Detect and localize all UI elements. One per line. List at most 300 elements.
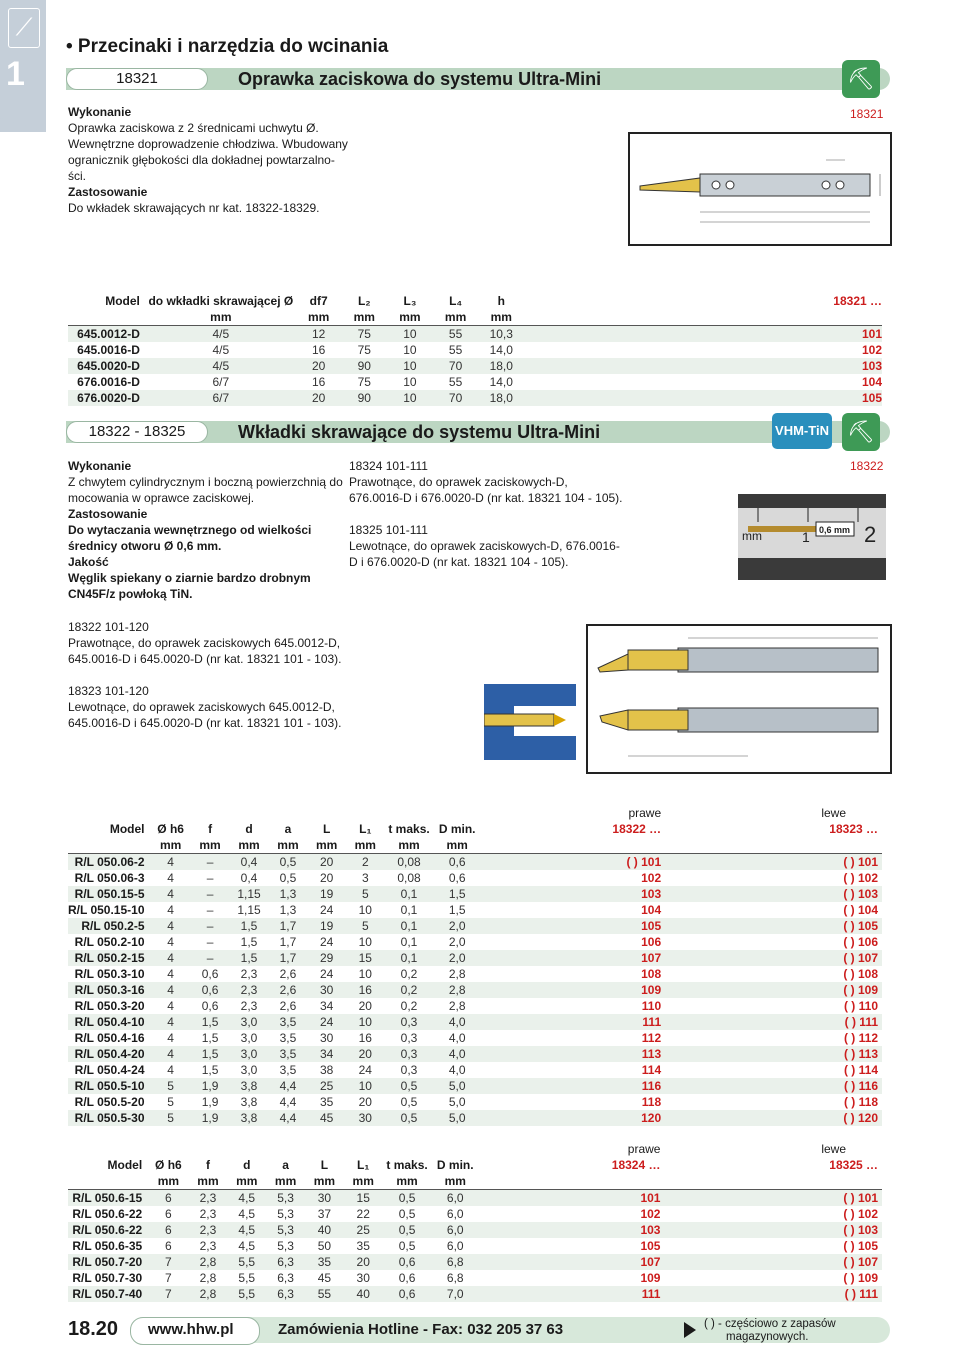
table-cell: 1,9 <box>201 1079 219 1093</box>
order-code-cell: 103 <box>641 887 662 901</box>
table-cell: 6,0 <box>446 1239 464 1253</box>
column-header: do wkładki skrawającej Ø <box>148 294 294 308</box>
holder-table <box>68 293 882 406</box>
section-code-pill: 18322 - 18325 <box>66 421 208 443</box>
spacer-cell <box>383 1141 432 1157</box>
table-cell: – <box>206 919 214 933</box>
table-cell: 2,8 <box>448 983 466 997</box>
model-cell: R/L 050.2-10 <box>74 935 145 949</box>
unit-cell: mm <box>446 838 468 852</box>
unit-cell: mm <box>210 310 232 324</box>
order-code-cell: ( ) 104 <box>843 903 878 917</box>
table-cell: 1,7 <box>279 919 297 933</box>
text-line: Zastosowanie <box>68 185 148 199</box>
table-cell: 4,5 <box>238 1239 256 1253</box>
column-header: Ø h6 <box>157 822 184 836</box>
table-cell: 14,0 <box>489 343 513 357</box>
spacer-cell <box>148 1141 188 1157</box>
table-cell: 0,5 <box>400 1095 418 1109</box>
table-cell: 2,6 <box>279 983 297 997</box>
chapter-number: 1 <box>6 55 25 93</box>
table-cell: 30 <box>305 1190 344 1207</box>
ruler-label-1: 1 <box>802 529 810 545</box>
model-cell: 676.0016-D <box>77 375 140 389</box>
order-code-cell: 102 <box>641 871 662 885</box>
text-line: Lewotnące, do oprawek zaciskowych 645.0012-D, <box>68 700 335 714</box>
text-line: mocowania w oprawce zaciskowej. <box>68 491 255 505</box>
column-header: 18323 … <box>829 822 878 836</box>
footnote-line1: ( ) - częściowo z zapasów <box>704 1318 836 1330</box>
unit-cell <box>479 1173 756 1190</box>
order-code-cell: ( ) 118 <box>843 1095 878 1109</box>
text-line: Lewotnące, do oprawek zaciskowych-D, 676.0016- <box>349 539 620 553</box>
table-row <box>68 1110 882 1126</box>
order-code-cell: 102 <box>640 1207 661 1221</box>
model-cell: R/L 050.15-5 <box>74 887 145 901</box>
table-cell: 3,8 <box>240 1079 258 1093</box>
table-cell: 10 <box>403 391 417 405</box>
table-cell: 30 <box>358 1111 372 1125</box>
table-cell: 6,8 <box>446 1271 464 1285</box>
spacer-cell <box>305 1141 344 1157</box>
column-header: L₄ <box>449 294 463 308</box>
table-cell: 3,5 <box>279 1031 297 1045</box>
table-cell: 75 <box>357 375 371 389</box>
table-cell: 4,5 <box>238 1223 256 1237</box>
text-line: 18324 101-111 <box>349 459 428 473</box>
table-cell: 2,3 <box>199 1239 217 1253</box>
table-cell: 2,3 <box>240 999 258 1013</box>
table-cell: 3,5 <box>279 1063 297 1077</box>
order-code-cell: ( ) 116 <box>843 1079 878 1093</box>
column-header: Model <box>107 1158 143 1172</box>
order-code-cell: ( ) 113 <box>843 1047 878 1061</box>
section-description <box>68 104 348 216</box>
order-code-cell: 101 <box>479 1190 756 1207</box>
text-line: Do wkładek skrawających nr kat. 18322-18329. <box>68 201 320 215</box>
table-cell: 2,3 <box>199 1207 217 1221</box>
table-cell: 0,5 <box>398 1239 416 1253</box>
order-code-cell: 118 <box>641 1095 662 1109</box>
table-cell: 55 <box>448 375 463 389</box>
table-cell: 22 <box>356 1207 370 1221</box>
ruler-photo-svg <box>738 494 886 580</box>
table-row <box>68 1222 882 1238</box>
order-code-cell: 105 <box>861 391 882 405</box>
model-cell: R/L 050.06-3 <box>74 871 145 885</box>
table-cell: 0,6 <box>398 1271 416 1285</box>
column-header: L <box>322 822 331 836</box>
table-cell: 2,6 <box>279 999 297 1013</box>
unit-cell: mm <box>197 1174 219 1188</box>
table-cell: 6,3 <box>277 1287 294 1301</box>
column-header: f <box>205 1158 210 1172</box>
table-row <box>68 934 882 950</box>
table-cell: 5,0 <box>448 1111 466 1125</box>
right-hand-label: prawe <box>628 806 662 820</box>
tool-category-icon: ⛏ <box>842 60 880 98</box>
table-cell: 0,6 <box>398 1287 416 1301</box>
table-cell: 4,4 <box>279 1079 297 1093</box>
text-line: 18323 101-120 <box>68 684 149 698</box>
spacer-cell <box>151 805 191 821</box>
unit-cell: mm <box>199 838 221 852</box>
table-cell: 0,3 <box>400 1047 418 1061</box>
table-cell: 3,0 <box>240 1047 258 1061</box>
table-cell: 1,5 <box>448 903 466 917</box>
model-cell: R/L 050.2-5 <box>81 919 145 933</box>
table-cell: 6,3 <box>277 1271 294 1285</box>
column-header: 18324 … <box>611 1158 661 1172</box>
column-header: d <box>245 822 253 836</box>
table-cell: 2 <box>346 854 385 871</box>
table-cell: 0,3 <box>400 1015 418 1029</box>
table-cell: 0,6 <box>201 983 219 997</box>
ruler-unit: mm <box>742 529 762 543</box>
spacer-cell <box>229 805 268 821</box>
table-cell: 75 <box>341 326 387 343</box>
order-code-cell: 107 <box>641 951 662 965</box>
model-cell: R/L 050.7-30 <box>72 1271 143 1285</box>
footnote-line2: magazynowych. <box>726 1331 809 1343</box>
insert-description <box>68 458 343 602</box>
table-cell: – <box>206 871 214 885</box>
table-cell: 34 <box>319 1047 334 1061</box>
table-row <box>68 918 882 934</box>
table-cell: 40 <box>317 1223 332 1237</box>
order-code-cell: ( ) 110 <box>843 999 878 1013</box>
table-cell: 20 <box>311 391 326 405</box>
table-cell: 0,3 <box>400 1031 418 1045</box>
table-cell: 6 <box>165 1239 172 1253</box>
table-cell: 10 <box>358 935 372 949</box>
table-cell: 25 <box>319 1079 334 1093</box>
model-cell: 676.0020-D <box>77 391 140 405</box>
table-cell: 4,5 <box>238 1207 256 1221</box>
table-cell: – <box>206 935 214 949</box>
unit-cell: mm <box>313 1174 336 1188</box>
table-cell: 0,08 <box>397 871 421 885</box>
table-cell: 55 <box>448 343 463 357</box>
boring-svg <box>484 684 576 760</box>
table-cell: 0,1 <box>400 887 418 901</box>
order-code-cell: ( ) 111 <box>844 1287 878 1301</box>
text-line: 18322 101-120 <box>68 620 149 634</box>
table-cell: 29 <box>319 951 334 965</box>
unit-cell: mm <box>236 1174 258 1188</box>
table-cell: 10 <box>387 326 433 343</box>
order-code-cell: 103 <box>861 359 882 373</box>
hotline-text: Zamówienia Hotline - Fax: 032 205 37 63 <box>278 1321 564 1338</box>
table-cell: 0,2 <box>400 983 418 997</box>
table-cell: 35 <box>356 1239 370 1253</box>
spacer-cell <box>433 805 480 821</box>
model-cell: R/L 050.5-10 <box>74 1079 145 1093</box>
unit-cell <box>68 309 146 326</box>
table-cell: 2,0 <box>448 951 466 965</box>
model-cell: R/L 050.06-2 <box>68 854 151 871</box>
model-cell: R/L 050.3-20 <box>74 999 145 1013</box>
table-cell: 5 <box>167 1111 174 1125</box>
table-cell: 6,0 <box>446 1207 464 1221</box>
column-header: f <box>208 822 213 836</box>
units-row <box>68 309 882 326</box>
column-header: d <box>243 1158 251 1172</box>
table-cell: 4,4 <box>279 1111 297 1125</box>
text-line: Wykonanie <box>68 459 132 473</box>
model-cell: R/L 050.4-16 <box>74 1031 145 1045</box>
table-cell: 19 <box>319 919 334 933</box>
table-cell: 0,5 <box>398 1207 416 1221</box>
table-row <box>68 342 882 358</box>
model-cell: R/L 050.4-20 <box>74 1047 145 1061</box>
order-code-cell: 103 <box>640 1223 661 1237</box>
insert-photo <box>738 494 886 580</box>
section-ref-code: 18321 <box>850 107 884 121</box>
table-cell: 5 <box>167 1079 174 1093</box>
table-cell: 18,0 <box>489 359 513 373</box>
table-cell: 0,5 <box>269 854 308 871</box>
order-code-cell: 101 <box>524 326 882 343</box>
column-header: t maks. <box>388 822 430 836</box>
table-cell: 2,8 <box>448 999 466 1013</box>
order-code-cell: 109 <box>640 1271 661 1285</box>
order-code-cell: ( ) 120 <box>843 1111 878 1125</box>
table-cell: 1,15 <box>237 887 261 901</box>
table-row <box>68 966 882 982</box>
unit-cell <box>481 837 757 854</box>
table-cell: 19 <box>319 887 334 901</box>
unit-cell: mm <box>315 838 338 852</box>
text-line: Wewnętrzne doprowadzenie chłodziwa. Wbudowany <box>68 137 348 151</box>
table-cell: 4,0 <box>448 1031 466 1045</box>
table-cell: 1,15 <box>237 903 261 917</box>
table-row <box>68 998 882 1014</box>
table-cell: 25 <box>356 1223 370 1237</box>
units-row <box>68 837 882 854</box>
side-label-row <box>68 1141 882 1157</box>
table-cell: 4/5 <box>212 359 230 373</box>
unit-cell <box>524 309 882 326</box>
table-cell: 3,0 <box>240 1015 258 1029</box>
section-ref-code: 18322 <box>850 459 884 473</box>
model-cell: 645.0012-D <box>68 326 146 343</box>
table-cell: 16 <box>311 375 326 389</box>
table-cell: 50 <box>317 1239 332 1253</box>
table-cell: 38 <box>319 1063 334 1077</box>
order-code-cell: ( ) 114 <box>843 1063 878 1077</box>
table-cell: 20 <box>358 1095 372 1109</box>
spacer-cell <box>269 805 308 821</box>
table-cell: 16 <box>358 983 372 997</box>
units-row <box>68 1173 882 1190</box>
order-code-cell: ( ) 108 <box>843 967 878 981</box>
text-line: Jakość <box>68 555 109 569</box>
table-cell: 1,5 <box>240 919 258 933</box>
table-cell: 10 <box>358 903 372 917</box>
spacer-cell <box>191 805 230 821</box>
table-cell: 4 <box>167 1063 174 1077</box>
order-code-cell: ( ) 111 <box>844 1015 878 1029</box>
column-header: Ø h6 <box>155 1158 182 1172</box>
order-code-cell: 109 <box>641 983 662 997</box>
unit-cell: mm <box>277 838 299 852</box>
order-code-cell: ( ) 112 <box>843 1031 878 1045</box>
table-cell: 1,7 <box>279 935 297 949</box>
table-row <box>68 950 882 966</box>
table-cell: 20 <box>319 871 334 885</box>
spacer-cell <box>227 1141 266 1157</box>
table-cell: 1,5 <box>201 1031 219 1045</box>
table-cell: 5,3 <box>277 1223 294 1237</box>
table-cell: 16 <box>358 1031 372 1045</box>
table-cell: 4 <box>167 903 174 917</box>
order-code-cell: 108 <box>641 967 662 981</box>
table-cell: 10 <box>358 967 372 981</box>
insert-right-hand-info <box>68 619 388 667</box>
column-header: df7 <box>309 294 328 308</box>
table-cell: 10 <box>358 1079 372 1093</box>
website-link[interactable]: www.hhw.pl <box>148 1321 234 1338</box>
table-cell: 70 <box>448 391 463 405</box>
table-cell: 10 <box>358 1015 372 1029</box>
table-cell: 2,3 <box>199 1223 217 1237</box>
coating-badge: VHM-TiN <box>772 413 832 449</box>
table-cell: 15 <box>358 951 372 965</box>
table-cell: 1,5 <box>240 951 258 965</box>
text-line <box>349 506 639 522</box>
table-row <box>68 326 882 343</box>
table-row <box>68 1046 882 1062</box>
text-line: Do wytaczania wewnętrznego od wielkości <box>68 523 312 537</box>
table-cell: 0,2 <box>400 967 418 981</box>
table-cell: 0,6 <box>201 999 219 1013</box>
model-cell: R/L 050.4-24 <box>74 1063 145 1077</box>
table-cell: 3,8 <box>240 1095 258 1109</box>
table-cell: 1,5 <box>201 1047 219 1061</box>
order-code-cell: ( ) 101 <box>481 854 757 871</box>
model-cell: R/L 050.2-15 <box>74 951 145 965</box>
column-header: 18322 … <box>612 822 662 836</box>
table-cell: – <box>206 903 214 917</box>
column-header: Model <box>109 822 145 836</box>
spacer-cell <box>266 1141 305 1157</box>
table-cell: 30 <box>319 1031 334 1045</box>
table-row <box>68 1014 882 1030</box>
table-cell: 2,8 <box>199 1255 217 1269</box>
table-cell: 4,0 <box>448 1015 466 1029</box>
model-cell: R/L 050.5-30 <box>74 1111 145 1125</box>
table-cell: 4 <box>167 1031 174 1045</box>
table-cell: 75 <box>357 343 371 357</box>
table-cell: 1,5 <box>448 887 466 901</box>
column-header: D min. <box>436 1158 474 1172</box>
side-label-row <box>68 805 882 821</box>
page-heading: • Przecinaki i narzędzia do wcinania <box>66 36 389 57</box>
table-cell: 70 <box>448 359 463 373</box>
table-row <box>68 374 882 390</box>
insert-technical-drawing <box>586 624 892 774</box>
table-row <box>68 902 882 918</box>
table-row <box>68 1206 882 1222</box>
table-cell: 5,3 <box>266 1190 305 1207</box>
order-code-cell: ( ) 105 <box>843 919 878 933</box>
order-code-cell: 111 <box>641 1287 661 1301</box>
insert-table-a <box>68 805 882 1126</box>
model-cell: R/L 050.6-15 <box>68 1190 148 1207</box>
table-cell: 2,3 <box>240 983 258 997</box>
tool-category-icon: ⛏ <box>842 413 880 451</box>
table-cell: 5,5 <box>238 1271 256 1285</box>
text-line: Z chwytem cylindrycznym i boczną powierzchnią do <box>68 475 343 489</box>
text-line: 18325 101-111 <box>349 523 428 537</box>
table-cell: 6/7 <box>212 375 230 389</box>
spacer-cell <box>189 1141 228 1157</box>
table-cell: 5 <box>361 919 369 933</box>
table-cell: 6 <box>165 1207 172 1221</box>
unit-cell: mm <box>159 838 182 852</box>
text-line: 676.0016-D i 676.0020-D (nr kat. 18321 104 - 105). <box>349 491 623 505</box>
table-cell: 5,5 <box>238 1287 256 1301</box>
spacer-cell <box>432 1141 480 1157</box>
unit-cell: mm <box>399 310 421 324</box>
table-cell: 0,6 <box>433 854 480 871</box>
table-cell: 4 <box>167 1047 174 1061</box>
table-cell: 20 <box>356 1255 370 1269</box>
table-cell: 4 <box>151 854 191 871</box>
table-header-row <box>68 293 882 309</box>
order-code-cell: 105 <box>640 1239 661 1253</box>
order-code-cell: 110 <box>641 999 662 1013</box>
play-arrow-icon <box>684 1322 696 1338</box>
table-row <box>68 870 882 886</box>
table-row <box>68 1062 882 1078</box>
text-line: 645.0016-D i 645.0020-D (nr kat. 18321 101 - 103). <box>68 652 342 666</box>
order-code-cell: 113 <box>641 1047 662 1061</box>
table-cell: 10 <box>403 375 417 389</box>
table-cell: 24 <box>319 967 334 981</box>
model-cell: R/L 050.7-40 <box>72 1287 143 1301</box>
table-row <box>68 886 882 902</box>
boring-illustration <box>484 684 576 760</box>
table-row <box>68 1254 882 1270</box>
unit-cell: mm <box>352 1174 374 1188</box>
spacer-cell <box>307 805 346 821</box>
table-cell: 2,8 <box>199 1287 217 1301</box>
table-cell: 45 <box>317 1271 332 1285</box>
column-header: Model <box>105 294 140 308</box>
table-cell: 6,8 <box>446 1255 464 1269</box>
unit-cell: mm <box>274 1174 297 1188</box>
order-code-cell: 111 <box>642 1015 662 1029</box>
table-cell: 16 <box>311 343 326 357</box>
insert-table-b <box>68 1141 882 1302</box>
model-cell: R/L 050.6-22 <box>72 1223 143 1237</box>
table-cell: 6/7 <box>212 391 230 405</box>
model-cell: 645.0020-D <box>77 359 140 373</box>
column-header: a <box>284 822 292 836</box>
page-number: 18.20 <box>68 1318 119 1340</box>
order-code-cell: 120 <box>641 1111 662 1125</box>
unit-cell: mm <box>398 838 420 852</box>
table-cell: 24 <box>358 1063 372 1077</box>
table-cell: 4,0 <box>448 1063 466 1077</box>
table-cell: 2,3 <box>240 967 258 981</box>
spacer-cell <box>385 805 434 821</box>
footnote <box>704 1318 836 1344</box>
unit-cell <box>757 837 882 854</box>
table-cell: 55 <box>317 1287 332 1301</box>
